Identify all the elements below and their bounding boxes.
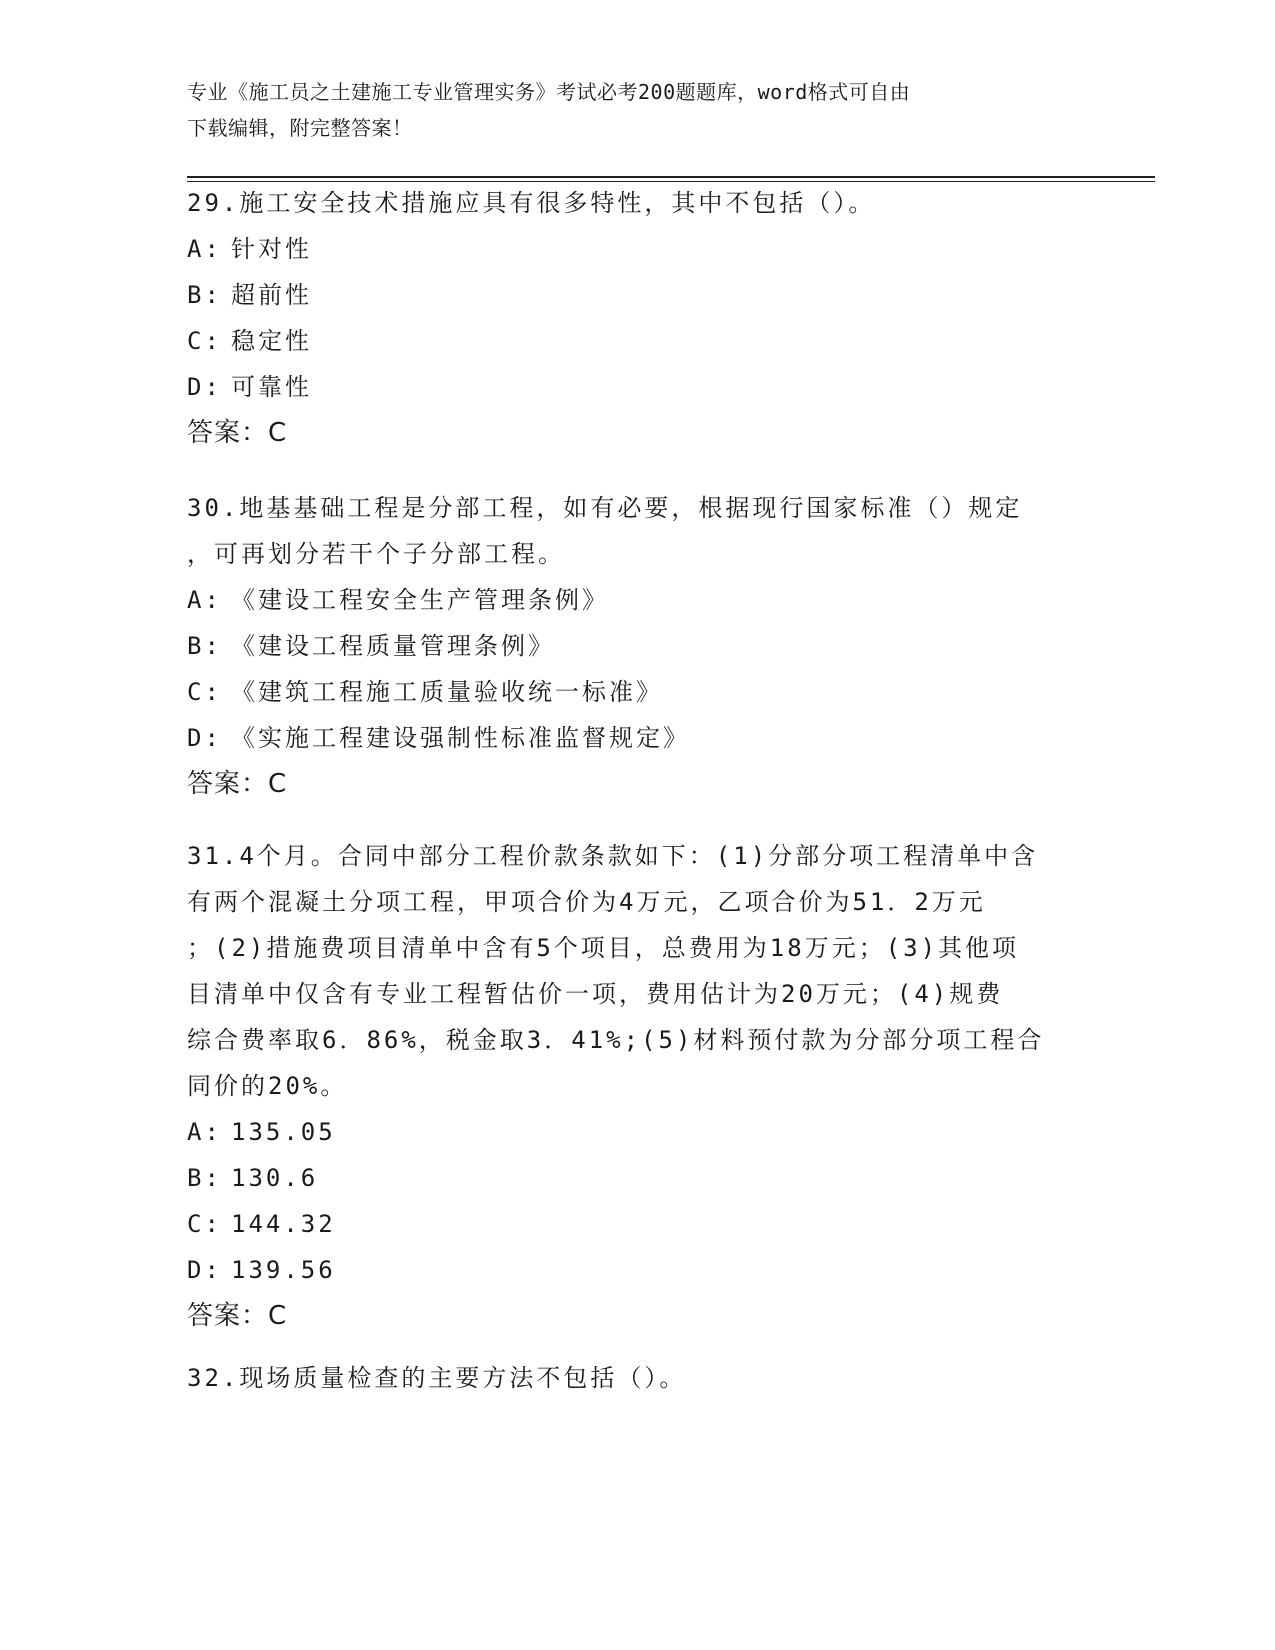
option-d: D: 139.56 xyxy=(187,1256,336,1284)
answer: 答案：C xyxy=(187,418,288,448)
header-divider-thick xyxy=(187,176,1155,178)
header-line-1: 专业《施工员之土建施工专业管理实务》考试必考200题题库，word格式可自由 xyxy=(187,80,911,104)
question-stem-line: 综合费率取6．86%，税金取3．41%;(5)材料预付款为分部分项工程合 xyxy=(187,1026,1045,1054)
question-stem: 32.现场质量检查的主要方法不包括（）。 xyxy=(187,1364,687,1392)
option-c: C: 稳定性 xyxy=(187,327,312,355)
question-stem-line: ；(2)措施费项目清单中含有5个项目，总费用为18万元；(3)其他项 xyxy=(187,934,1020,962)
answer: 答案：C xyxy=(187,769,288,799)
question-stem-line: 同价的20%。 xyxy=(187,1072,348,1100)
question-32 xyxy=(187,1355,1107,1401)
question-30 xyxy=(187,485,1107,807)
option-c: C: 《建筑工程施工质量验收统一标准》 xyxy=(187,678,663,706)
question-stem-line: 30.地基基础工程是分部工程，如有必要，根据现行国家标准（）规定 xyxy=(187,494,1023,522)
question-stem-line: 31.4个月。合同中部分工程价款条款如下：(1)分部分项工程清单中含 xyxy=(187,842,1039,870)
option-d: D: 可靠性 xyxy=(187,373,312,401)
option-a: A: 针对性 xyxy=(187,235,312,263)
header-line-2: 下载编辑，附完整答案！ xyxy=(187,116,413,140)
question-stem-line: 目清单中仅含有专业工程暂估价一项，费用估计为20万元；(4)规费 xyxy=(187,980,1004,1008)
option-a: A: 135.05 xyxy=(187,1118,336,1146)
question-stem-line: ，可再划分若干个子分部工程。 xyxy=(187,540,565,568)
option-b: B: 超前性 xyxy=(187,281,312,309)
option-b: B: 130.6 xyxy=(187,1164,319,1192)
option-c: C: 144.32 xyxy=(187,1210,336,1238)
option-b: B: 《建设工程质量管理条例》 xyxy=(187,632,555,660)
option-a: A: 《建设工程安全生产管理条例》 xyxy=(187,586,609,614)
question-31 xyxy=(187,833,1107,1339)
question-stem: 29.施工安全技术措施应具有很多特性，其中不包括（）。 xyxy=(187,189,876,217)
question-29 xyxy=(187,180,1107,456)
answer: 答案：C xyxy=(187,1301,288,1331)
question-stem-line: 有两个混凝土分项工程，甲项合价为4万元，乙项合价为51．2万元 xyxy=(187,888,986,916)
document-header xyxy=(187,74,1087,146)
option-d: D: 《实施工程建设强制性标准监督规定》 xyxy=(187,724,690,752)
